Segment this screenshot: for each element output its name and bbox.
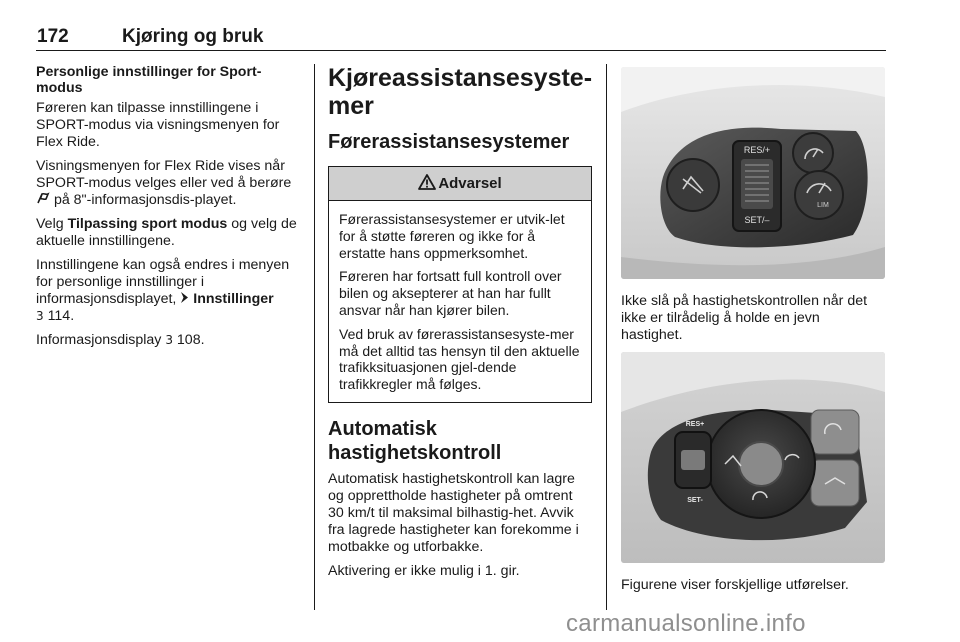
settings-label: Innstillinger (193, 291, 274, 307)
text: på 8"-informasjonsdis-playet. (50, 192, 237, 208)
heading-line: hastighetskontroll (328, 441, 502, 464)
set-minus-label: SET/– (744, 215, 770, 225)
warning-paragraph: Førerassistansesystemer er utvik-let for å støtte føreren og ikke for å erstatte hans oppmerksomhet. (339, 211, 565, 261)
res-label: RES+ (685, 421, 705, 428)
page-header (36, 20, 886, 51)
subsection-heading (328, 417, 592, 465)
page-reference[interactable]: 108. (172, 332, 205, 348)
text: Visningsmenyen for Flex Ride vises når SPORT-modus velges eller ved å berøre (36, 158, 292, 191)
steering-wheel-controls-image-1 (621, 67, 885, 279)
res-plus-label: RES/+ (743, 145, 771, 155)
column-right (621, 64, 885, 601)
arrow-right-icon (180, 291, 189, 307)
paragraph (36, 216, 304, 250)
warning-body (329, 201, 591, 402)
figure-caption: Figurene viser forskjellige utførelser. (621, 577, 849, 593)
steering-wheel-controls-image-2 (621, 352, 885, 563)
warning-paragraph: Ved bruk av førerassistansesyste-mer må det alltid tas hensyn til den aktuelle trafikksituasjonen gjel-dende trafikkregler må følges. (339, 325, 580, 393)
column-divider (606, 64, 607, 610)
text: og velg de aktuelle innstillingene. (36, 216, 297, 249)
text: Innstillingene kan også endres i menyen for personlige innstillinger i informasjonsdisplayet, (36, 257, 290, 307)
sport-flag-icon (36, 192, 50, 208)
page-reference-icon: 3 (165, 333, 173, 347)
paragraph (36, 332, 304, 349)
watermark: carmanualsonline.info (566, 610, 806, 637)
page-number: 172 (37, 26, 69, 47)
main-heading: Kjøreassistansesyste-mer (328, 64, 593, 120)
lim-label: LIM (817, 202, 829, 209)
paragraph: Ikke slå på hastighetskontrollen når det ikke er tilrådelig å holde en jevn hastighet. (621, 293, 868, 343)
sport-mode-subheading: Personlige innstillinger for Sport-modus (36, 64, 262, 96)
set-label: SET- (687, 497, 703, 504)
paragraph (36, 158, 304, 209)
heading-line: Automatisk (328, 417, 437, 440)
paragraph: Automatisk hastighetskontroll kan lagre og opprettholde hastigheter på omtrent 30 km/t til maksimal bilhastig-het. Avvik fra lagrede hastigheter kan forekomme i motbakke og utforbakke. (328, 470, 579, 555)
page-reference[interactable]: 114. (43, 308, 75, 324)
section-heading: Førerassistansesystemer (328, 131, 570, 153)
column-divider (314, 64, 315, 610)
column-left (36, 64, 304, 356)
warning-paragraph: Føreren har fortsatt full kontroll over bilen og aksepterer at han har fullt ansvar når han kjører bilen. (339, 268, 562, 318)
warning-title: Advarsel (438, 175, 502, 192)
text: Velg (36, 216, 68, 232)
warning-triangle-icon (418, 174, 438, 194)
paragraph: Aktivering er ikke mulig i 1. gir. (328, 562, 520, 579)
menu-option-label: Tilpassing sport modus (67, 216, 228, 232)
paragraph (36, 257, 304, 325)
text: Informasjonsdisplay (36, 332, 166, 348)
paragraph: Føreren kan tilpasse innstillingene i SPORT-modus via visningsmenyen for Flex Ride. (36, 100, 280, 150)
warning-box (328, 166, 592, 403)
warning-header (329, 167, 591, 201)
page-reference-icon: 3 (36, 309, 44, 323)
chapter-title: Kjøring og bruk (122, 26, 264, 47)
column-middle (328, 64, 592, 587)
